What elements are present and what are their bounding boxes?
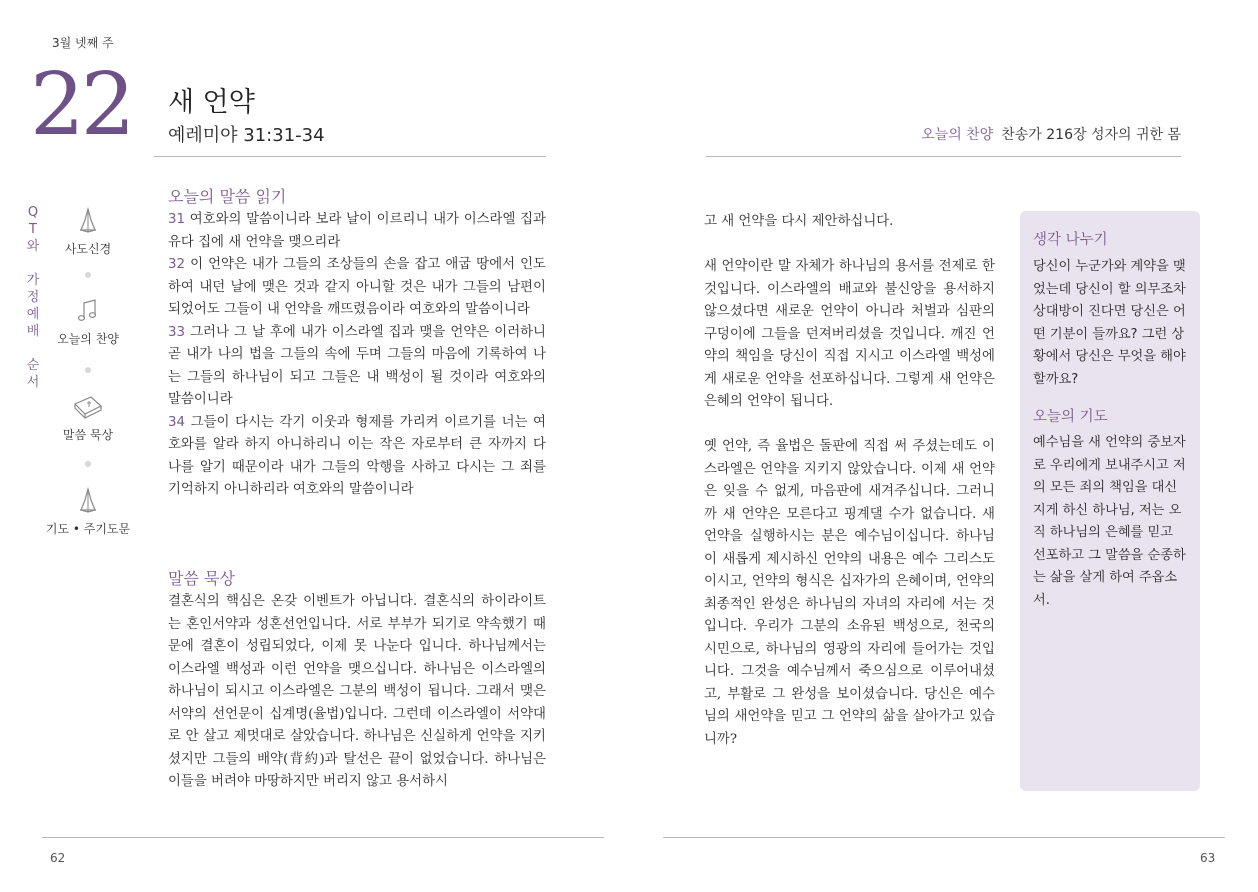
vertical-label-char: 와 bbox=[26, 239, 40, 254]
header-divider-left bbox=[154, 156, 546, 157]
todays-praise bbox=[921, 124, 1181, 144]
praise-song: 찬송가 216장 성자의 귀한 몸 bbox=[1001, 127, 1181, 143]
praying-hands-icon bbox=[73, 206, 103, 236]
vertical-label-char: 가 bbox=[26, 273, 40, 288]
week-label: 3월 넷째 주 bbox=[52, 36, 114, 50]
scripture-reference: 예레미야 31:31-34 bbox=[168, 125, 325, 146]
bible-icon bbox=[71, 392, 105, 422]
sidebar-item-label: 오늘의 찬양 bbox=[57, 332, 119, 346]
reading-verses bbox=[168, 209, 546, 502]
sidebar-dot bbox=[85, 367, 91, 373]
vertical-label-char: 순 bbox=[26, 358, 40, 373]
praise-label: 오늘의 찬양 bbox=[921, 127, 994, 143]
verse-number: 32 bbox=[168, 257, 186, 272]
verse bbox=[168, 254, 546, 322]
reading-heading: 오늘의 말씀 읽기 bbox=[168, 187, 287, 206]
prayer-heading: 오늘의 기도 bbox=[1033, 409, 1108, 425]
meditation-continued bbox=[704, 211, 995, 751]
vertical-label-char: 예 bbox=[26, 307, 40, 322]
vertical-label-char: 정 bbox=[26, 290, 40, 305]
page-number-left: 62 bbox=[50, 851, 66, 865]
sidebar-item-label: 기도 • 주기도문 bbox=[45, 522, 131, 536]
vertical-label-char bbox=[26, 255, 40, 272]
sidebar-item-meditation bbox=[38, 392, 138, 443]
vertical-label-char: T bbox=[29, 222, 37, 237]
verse-text: 이 언약은 내가 그들의 조상들의 손을 잡고 애굽 땅에서 인도하여 내던 날에 맺은 것과 같지 아니할 것은 내가 그들의 남편이 되었어도 그들이 내 언약을 깨뜨렸음이라 여호와의 말씀이니라 bbox=[168, 257, 546, 317]
sidebar-dot bbox=[85, 461, 91, 467]
verse-text: 그러나 그 날 후에 내가 이스라엘 집과 맺을 언약은 이러하니 곧 내가 나의 법을 그들의 속에 두며 그들의 마음에 기록하여 나는 그들의 하나님이 되고 그들은 내 백성이 될 것이라 여호와의 말씀이니라 bbox=[168, 324, 546, 407]
vertical-label-char: Q bbox=[27, 205, 39, 220]
vertical-label-char: 배 bbox=[26, 324, 40, 339]
sidebar-item-prayer bbox=[38, 486, 138, 537]
share-text: 당신이 누군가와 계약을 맺었는데 당신이 할 의무조차 상대방이 진다면 당신은 어떤 기분이 들까요? 그런 상황에서 당신은 무엇을 해야 할까요? bbox=[1033, 259, 1186, 387]
sidebar-item-praise bbox=[38, 296, 138, 347]
prayer-text: 예수님을 새 언약의 중보자로 우리에게 보내주시고 저의 모든 죄의 책임을 대신 지게 하신 하나님, 저는 오직 하나님의 은혜를 믿고 선포하고 그 말씀을 순종하는 삶을 살게 하여 주옵소서. bbox=[1033, 435, 1186, 608]
day-number: 22 bbox=[30, 55, 132, 155]
sidebar-dot bbox=[85, 272, 91, 278]
meditation-heading: 말씀 묵상 bbox=[168, 569, 235, 588]
meditation-paragraph-3: 새 언약이란 말 자체가 하나님의 용서를 전제로 한 것입니다. 이스라엘의 배교와 불신앙을 용서하지 않으셨다면 새로운 언약이 아니라 처벌과 심판의 구덩이에 그들을 던져버리셨을 것입니다. 깨진 언약의 책임을 당신이 직접 지시고 이스라엘 백성에게 새로운 언약을 선포하십니다. 그렇게 새 언약은 은혜의 언약이 됩니다. bbox=[704, 259, 995, 409]
share-heading: 생각 나누기 bbox=[1033, 232, 1108, 248]
page-number-right: 63 bbox=[1200, 851, 1216, 865]
page-title: 새 언약 bbox=[168, 87, 255, 118]
verse bbox=[168, 322, 546, 412]
sidebar-item-label: 말씀 묵상 bbox=[62, 428, 114, 442]
header-divider-right bbox=[706, 156, 1181, 157]
verse bbox=[168, 209, 546, 254]
verse-text: 여호와의 말씀이니라 보라 날이 이르리니 내가 이스라엘 집과 유다 집에 새 언약을 맺으리라 bbox=[168, 212, 546, 250]
meditation-paragraph-1: 결혼식의 핵심은 온갖 이벤트가 아닙니다. 결혼식의 하이라이트는 혼인서약과 성혼선언입니다. 서로 부부가 되기로 약속했기 때문에 결혼이 성립되었다, 이제 못 나눈다 입니다. 하나님께서는 이스라엘 백성과 이런 언약을 맺으십니다. 하나님은 이스라엘의 하나님이 되시고 이스라엘은 그분의 백성이 됩니다. 그래서 맺은 서약의 선언문이 십계명(율법)입니다. 그런데 이스라엘이 서약대로 안 살고 제멋대로 살았습니다. 하나님은 신실하게 언약을 지키셨지만 그들의 배약(背約)과 탈선은 끝이 없었습니다. 하나님은 이들을 버려야 마땅하지만 버리지 않고 용서하시 bbox=[168, 594, 546, 789]
vertical-label-char: 서 bbox=[26, 375, 40, 390]
footer-divider-left bbox=[42, 837, 604, 838]
sidebar-item-label: 사도신경 bbox=[64, 242, 112, 256]
verse-text: 그들이 다시는 각기 이웃과 형제를 가리켜 이르기를 너는 여호와를 알라 하지 아니하리니 이는 작은 자로부터 큰 자까지 다 나를 알기 때문이라 내가 그들의 악행을 사하고 다시는 그 죄를 기억하지 아니하리라 여호와의 말씀이니라 bbox=[168, 414, 546, 497]
meditation-paragraph-4: 옛 언약, 즉 율법은 돌판에 직접 써 주셨는데도 이스라엘은 언약을 지키지 않았습니다. 이제 새 언약은 잊을 수 없게, 마음판에 새겨주십니다. 그러니까 새 언약은 모른다고 핑계댈 수가 없습니다. 새 언약을 실행하시는 분은 예수님이십니다. 하나님이 새롭게 제시하신 언약의 내용은 예수 그리스도이시고, 언약의 형식은 십자가의 은혜이며, 언약의 최종적인 완성은 하나님의 자녀의 자리에 서는 것입니다. 우리가 그분의 소유된 백성으로, 천국의 시민으로, 하나님의 영광의 자리에 들어가는 것입니다. 그것을 예수님께서 죽으심으로 이루어내셨고, 부활로 그 완성을 보이셨습니다. 당신은 예수님의 새언약을 믿고 그 언약의 삶을 살아가고 있습니까? bbox=[704, 439, 995, 747]
sidebar-item-creed bbox=[38, 206, 138, 257]
verse-number: 33 bbox=[168, 324, 186, 340]
verse-number: 34 bbox=[168, 414, 186, 430]
praying-hands-icon bbox=[73, 486, 103, 516]
music-note-icon bbox=[73, 296, 103, 326]
footer-divider-right bbox=[663, 837, 1225, 838]
verse bbox=[168, 412, 546, 502]
reflection-box bbox=[1020, 211, 1200, 791]
verse-number: 31 bbox=[168, 212, 186, 227]
meditation-paragraph-2: 고 새 언약을 다시 제안하십니다. bbox=[704, 214, 894, 229]
